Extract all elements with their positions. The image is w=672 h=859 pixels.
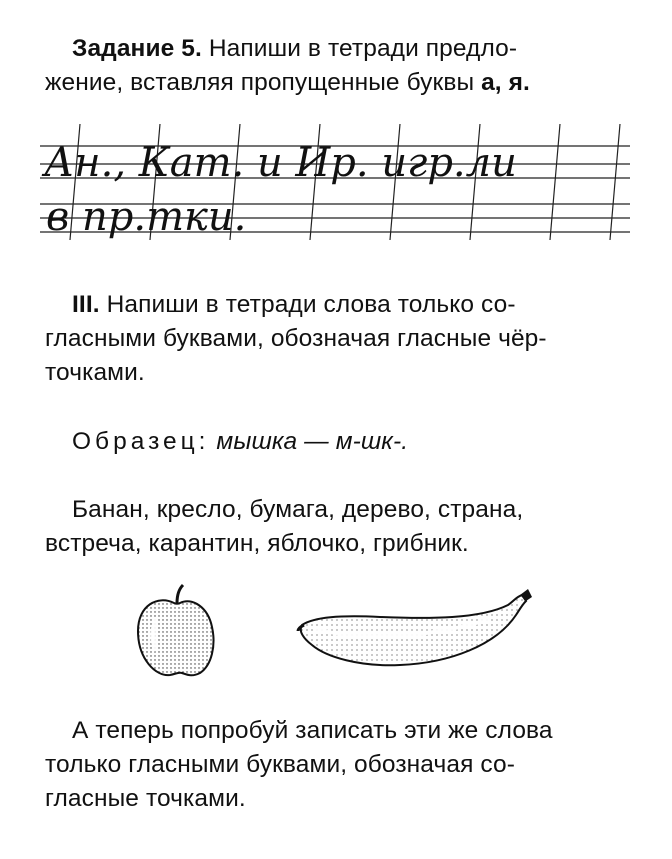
section3-text-line2: гласными буквами, обозначая гласные чёр- bbox=[45, 325, 547, 352]
words-line2: встреча, карантин, яблочко, грибник. bbox=[45, 530, 469, 557]
words-line1: Банан, кресло, бумага, дерево, страна, bbox=[72, 496, 524, 523]
handwritten-line2: в пр.тки. bbox=[46, 194, 247, 240]
copybook-svg bbox=[40, 118, 640, 246]
final-line3: гласные точками. bbox=[45, 785, 246, 812]
banana-icon bbox=[298, 589, 532, 665]
section3-text-line1: Напиши в тетради слова только со- bbox=[106, 291, 516, 318]
final-paragraph bbox=[45, 714, 632, 816]
task5-letters: а, я. bbox=[481, 69, 530, 96]
section3-paragraph bbox=[45, 288, 632, 390]
section3-label: III. bbox=[72, 291, 100, 318]
words-paragraph bbox=[45, 493, 632, 561]
task5-line2 bbox=[45, 66, 632, 100]
apple-icon bbox=[138, 585, 214, 675]
section3-text-line3: точками. bbox=[45, 359, 145, 386]
task5-paragraph bbox=[45, 32, 632, 100]
copybook-lines bbox=[40, 118, 640, 246]
section3-line1 bbox=[72, 288, 632, 322]
task5-line1 bbox=[72, 32, 632, 66]
sample-example: мышка — м-шк-. bbox=[216, 428, 409, 455]
task5-label: Задание 5. bbox=[72, 35, 202, 62]
sample-label: Образец: bbox=[72, 428, 210, 455]
handwritten-line1: Ан., Кат. и Ир. игр.ли bbox=[44, 140, 517, 186]
pictures-svg bbox=[130, 583, 550, 693]
task5-text-line1: Напиши в тетради предло- bbox=[208, 35, 518, 62]
final-line1: А теперь попробуй записать эти же слова bbox=[72, 717, 553, 744]
final-line2: только гласными буквами, обозначая со- bbox=[45, 751, 515, 778]
sample-line bbox=[72, 425, 632, 459]
sample-paragraph bbox=[72, 425, 632, 459]
pictures-row bbox=[130, 583, 550, 693]
task5-text-line2: жение, вставляя пропущенные буквы bbox=[45, 69, 475, 96]
